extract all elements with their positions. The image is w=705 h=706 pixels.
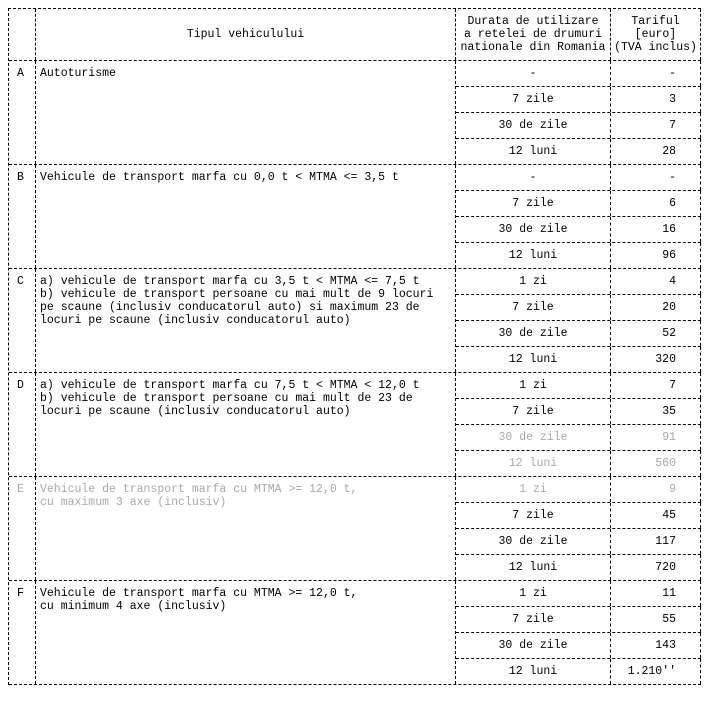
tariff-option bbox=[456, 373, 701, 399]
duration-cell: 30 de zile bbox=[456, 321, 611, 346]
duration-cell: 12 luni bbox=[456, 451, 611, 476]
vehicle-type-line: pe scaune (inclusiv conducatorul auto) si maximum 23 de bbox=[40, 301, 420, 314]
vehicle-type-line: locuri pe scaune (inclusiv conducatorul auto) bbox=[40, 405, 351, 418]
vehicle-type-line: locuri pe scaune (inclusiv conducatorul auto) bbox=[40, 314, 351, 327]
tariff-table bbox=[8, 8, 701, 685]
duration-cell: 7 zile bbox=[456, 295, 611, 320]
vehicle-type-cell bbox=[36, 581, 456, 684]
table-row-a bbox=[9, 61, 701, 165]
vehicle-type-line: Vehicule de transport marfa cu 0,0 t < MTMA <= 3,5 t bbox=[40, 171, 399, 184]
tariff-cell: 52 bbox=[611, 321, 701, 346]
category-letter: E bbox=[9, 477, 36, 580]
header-tariff-line: [euro] bbox=[634, 28, 677, 41]
tariff-cell: 7 bbox=[611, 113, 701, 138]
tariff-cell: 560 bbox=[611, 451, 701, 476]
tariff-cell: 55 bbox=[611, 607, 701, 632]
table-row-e bbox=[9, 477, 701, 581]
header-category-cell bbox=[9, 9, 36, 60]
vehicle-type-line: Vehicule de transport marfa cu MTMA >= 12,0 t, bbox=[40, 483, 358, 496]
duration-tariff-group bbox=[456, 581, 701, 684]
tariff-option bbox=[456, 347, 701, 372]
duration-cell: 1 zi bbox=[456, 581, 611, 606]
vehicle-type-line: b) vehicule de transport persoane cu mai mult de 23 de bbox=[40, 392, 413, 405]
header-tariff-line: Tariful bbox=[631, 15, 680, 28]
header-duration bbox=[456, 9, 611, 60]
duration-tariff-group bbox=[456, 269, 701, 372]
tariff-cell: 11 bbox=[611, 581, 701, 606]
tariff-cell: 117 bbox=[611, 529, 701, 554]
table-row-f bbox=[9, 581, 701, 685]
duration-cell: 1 zi bbox=[456, 269, 611, 294]
vehicle-type-cell bbox=[36, 477, 456, 580]
duration-cell: 1 zi bbox=[456, 373, 611, 398]
tariff-cell: 143 bbox=[611, 633, 701, 658]
table-row-b bbox=[9, 165, 701, 269]
tariff-cell: 35 bbox=[611, 399, 701, 424]
tariff-cell: 4 bbox=[611, 269, 701, 294]
tariff-option bbox=[456, 321, 701, 347]
duration-cell: 30 de zile bbox=[456, 217, 611, 242]
tariff-option bbox=[456, 633, 701, 659]
duration-cell: 30 de zile bbox=[456, 113, 611, 138]
duration-tariff-group bbox=[456, 165, 701, 268]
tariff-cell: 9 bbox=[611, 477, 701, 502]
category-letter: B bbox=[9, 165, 36, 268]
duration-cell: 12 luni bbox=[456, 347, 611, 372]
tariff-cell: 3 bbox=[611, 87, 701, 112]
tariff-cell: 16 bbox=[611, 217, 701, 242]
duration-cell: 12 luni bbox=[456, 243, 611, 268]
tariff-option bbox=[456, 477, 701, 503]
tariff-option bbox=[456, 659, 701, 684]
duration-cell: 30 de zile bbox=[456, 425, 611, 450]
category-letter: F bbox=[9, 581, 36, 684]
duration-tariff-group bbox=[456, 477, 701, 580]
vehicle-type-line: Vehicule de transport marfa cu MTMA >= 12,0 t, bbox=[40, 587, 358, 600]
tariff-option bbox=[456, 581, 701, 607]
tariff-cell: 1.210'' bbox=[611, 659, 701, 684]
tariff-option bbox=[456, 555, 701, 580]
duration-cell: 7 zile bbox=[456, 607, 611, 632]
tariff-cell: 720 bbox=[611, 555, 701, 580]
tariff-cell: 28 bbox=[611, 139, 701, 164]
duration-cell: 12 luni bbox=[456, 659, 611, 684]
tariff-cell: 45 bbox=[611, 503, 701, 528]
tariff-cell: 96 bbox=[611, 243, 701, 268]
vehicle-type-cell bbox=[36, 61, 456, 164]
table-header bbox=[9, 9, 701, 61]
duration-cell: 30 de zile bbox=[456, 633, 611, 658]
header-tariff-line: (TVA inclus) bbox=[614, 41, 697, 54]
duration-cell: 7 zile bbox=[456, 503, 611, 528]
vehicle-type-line: cu minimum 4 axe (inclusiv) bbox=[40, 600, 227, 613]
header-vehicle-type bbox=[36, 9, 456, 60]
duration-cell: 12 luni bbox=[456, 139, 611, 164]
duration-cell: 30 de zile bbox=[456, 529, 611, 554]
table-row-c bbox=[9, 269, 701, 373]
tariff-option bbox=[456, 503, 701, 529]
tariff-option bbox=[456, 529, 701, 555]
tariff-option bbox=[456, 217, 701, 243]
header-vehicle-type-label: Tipul vehiculului bbox=[186, 28, 305, 41]
tariff-option bbox=[456, 61, 701, 87]
tariff-option bbox=[456, 295, 701, 321]
category-letter: C bbox=[9, 269, 36, 372]
category-letter: A bbox=[9, 61, 36, 164]
tariff-option bbox=[456, 191, 701, 217]
vehicle-type-line: b) vehicule de transport persoane cu mai mult de 9 locuri bbox=[40, 288, 434, 301]
header-duration-line: a retelei de drumuri bbox=[463, 28, 603, 41]
vehicle-type-cell bbox=[36, 165, 456, 268]
tariff-cell: 20 bbox=[611, 295, 701, 320]
duration-tariff-group bbox=[456, 373, 701, 476]
tariff-option bbox=[456, 425, 701, 451]
vehicle-type-cell bbox=[36, 269, 456, 372]
tariff-option bbox=[456, 269, 701, 295]
vehicle-type-cell bbox=[36, 373, 456, 476]
tariff-option bbox=[456, 243, 701, 268]
header-duration-line: nationale din Romania bbox=[460, 41, 606, 54]
header-duration-line: Durata de utilizare bbox=[467, 15, 599, 28]
tariff-option bbox=[456, 139, 701, 164]
category-letter: D bbox=[9, 373, 36, 476]
tariff-option bbox=[456, 87, 701, 113]
tariff-cell: 7 bbox=[611, 373, 701, 398]
duration-cell: - bbox=[456, 165, 611, 190]
duration-tariff-group bbox=[456, 61, 701, 164]
table-row-d bbox=[9, 373, 701, 477]
header-tariff bbox=[611, 9, 701, 60]
vehicle-type-line: Autoturisme bbox=[40, 67, 116, 80]
duration-cell: 12 luni bbox=[456, 555, 611, 580]
tariff-cell: 320 bbox=[611, 347, 701, 372]
tariff-option bbox=[456, 399, 701, 425]
tariff-cell: - bbox=[611, 61, 701, 86]
tariff-option bbox=[456, 165, 701, 191]
vehicle-type-line: a) vehicule de transport marfa cu 7,5 t < MTMA < 12,0 t bbox=[40, 379, 420, 392]
duration-cell: 7 zile bbox=[456, 399, 611, 424]
vehicle-type-line: cu maximum 3 axe (inclusiv) bbox=[40, 496, 227, 509]
tariff-option bbox=[456, 113, 701, 139]
tariff-cell: 91 bbox=[611, 425, 701, 450]
tariff-cell: - bbox=[611, 165, 701, 190]
duration-cell: 7 zile bbox=[456, 191, 611, 216]
tariff-cell: 6 bbox=[611, 191, 701, 216]
duration-cell: - bbox=[456, 61, 611, 86]
tariff-option bbox=[456, 451, 701, 476]
duration-cell: 7 zile bbox=[456, 87, 611, 112]
duration-cell: 1 zi bbox=[456, 477, 611, 502]
vehicle-type-line: a) vehicule de transport marfa cu 3,5 t < MTMA <= 7,5 t bbox=[40, 275, 420, 288]
tariff-option bbox=[456, 607, 701, 633]
